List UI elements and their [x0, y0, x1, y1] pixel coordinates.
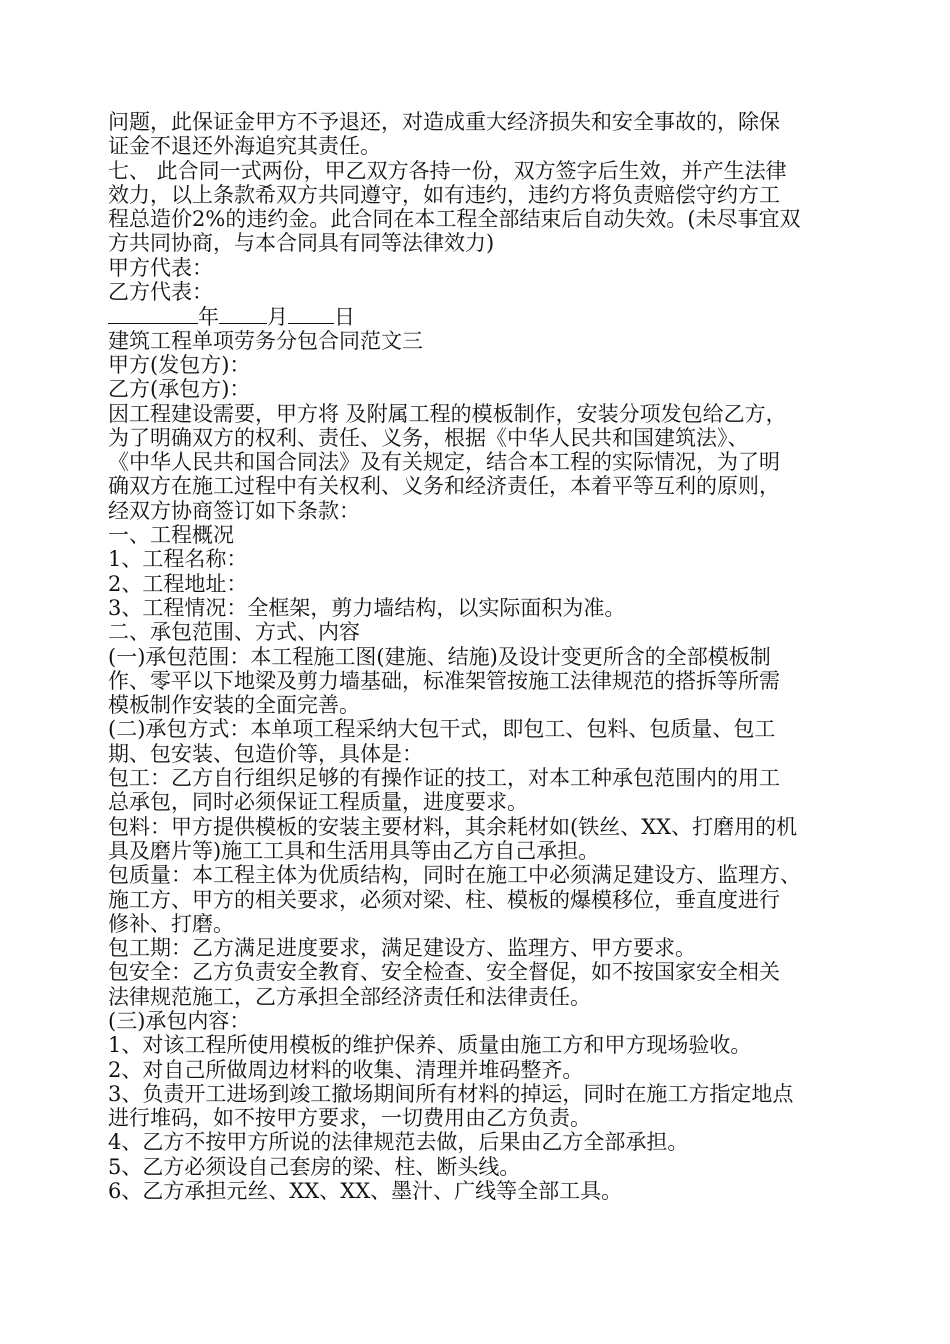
text-line: 效力，以上条款希双方共同遵守，如有违约，违约方将负责赔偿守约方工 [108, 182, 780, 207]
text-line: 模板制作安装的全面完善。 [108, 693, 360, 718]
text-line: 问题，此保证金甲方不予退还，对造成重大经济损失和安全事故的，除保 [108, 110, 780, 134]
text-line: (一)承包范围：本工程施工图(建施、结施)及设计变更所含的全部模板制 [108, 644, 771, 669]
day-blank [288, 304, 334, 324]
text-line: 4、乙方不按甲方所说的法律规范去做，后果由乙方全部承担。 [108, 1130, 689, 1155]
text-line: 为了明确双方的权利、责任、义务，根据《中华人民共和国建筑法》、 [108, 425, 749, 450]
day-label: 日 [334, 305, 355, 330]
text-line: 作、零平以下地梁及剪力墙基础，标准架管按施工法律规范的搭拆等所需 [108, 668, 780, 693]
text-line: 包质量：本工程主体为优质结构，同时在施工中必须满足建设方、监理方、 [108, 863, 801, 888]
text-line: 包工期：乙方满足进度要求，满足建设方、监理方、甲方要求。 [108, 936, 696, 961]
signature-date-line [108, 304, 858, 328]
text-line: 5、乙方必须设自己套房的梁、柱、断头线。 [108, 1154, 521, 1179]
text-line: 乙方(承包方)： [108, 377, 251, 402]
text-line: 甲方(发包方)： [108, 352, 251, 377]
heading-line: 二、承包范围、方式、内容 [108, 620, 360, 645]
text-line: 方共同协商，与本合同具有同等法律效力) [108, 231, 495, 256]
section-title: 建筑工程单项劳务分包合同范文三 [108, 328, 423, 353]
text-line: 修补、打磨。 [108, 911, 234, 936]
text-line: 经双方协商签订如下条款： [108, 498, 360, 523]
text-line: 七、 此合同一式两份，甲乙双方各持一份，双方签字后生效，并产生法律 [108, 158, 787, 183]
text-line: (三)承包内容： [108, 1008, 251, 1033]
month-label: 月 [267, 305, 288, 330]
text-line: 确双方在施工过程中有关权利、义务和经济责任，本着平等互利的原则， [108, 474, 780, 499]
text-line: 6、乙方承担元丝、XX、XX、墨汁、广线等全部工具。 [108, 1179, 623, 1204]
text-line: 证金不退还外海追究其责任。 [108, 134, 381, 159]
text-line: 施工方、甲方的相关要求，必须对梁、柱、模板的爆模移位，垂直度进行 [108, 887, 780, 912]
text-line: 3、工程情况：全框架，剪力墙结构，以实际面积为准。 [108, 595, 626, 620]
text-line: (二)承包方式：本单项工程采纳大包干式，即包工、包料、包质量、包工 [108, 717, 776, 742]
year-blank [108, 304, 198, 324]
text-line: 1、工程名称： [108, 547, 248, 572]
text-line: 2、工程地址： [108, 571, 248, 596]
text-line: 2、对自己所做周边材料的收集、清理并堆码整齐。 [108, 1057, 584, 1082]
text-line: 包工：乙方自行组织足够的有操作证的技工，对本工种承包范围内的用工 [108, 766, 780, 791]
text-line: 包料：甲方提供模板的安装主要材料，其余耗材如(铁丝、XX、打磨用的机 [108, 814, 798, 839]
text-line: 1、对该工程所使用模板的维护保养、质量由施工方和甲方现场验收。 [108, 1033, 752, 1058]
text-line: 期、包安装、包造价等，具体是： [108, 741, 423, 766]
heading-line: 一、工程概况 [108, 523, 234, 548]
text-line: 总承包，同时必须保证工程质量，进度要求。 [108, 790, 528, 815]
document-body [108, 110, 858, 1203]
text-line: 法律规范施工，乙方承担全部经济责任和法律责任。 [108, 984, 591, 1009]
year-label: 年 [198, 305, 219, 330]
text-line: 《中华人民共和国合同法》及有关规定，结合本工程的实际情况，为了明 [108, 450, 780, 475]
text-line: 程总造价2%的违约金。此合同在本工程全部结束后自动失效。(未尽事宜双 [108, 207, 801, 232]
party-a-representative: 甲方代表： [108, 255, 213, 280]
text-line: 具及磨片等)施工工具和生活用具等由乙方自己承担。 [108, 838, 600, 863]
month-blank [219, 304, 267, 324]
text-line: 包安全：乙方负责安全教育、安全检查、安全督促，如不按国家安全相关 [108, 960, 780, 985]
text-line: 因工程建设需要，甲方将 及附属工程的模板制作，安装分项发包给乙方， [108, 401, 787, 426]
party-b-representative: 乙方代表： [108, 280, 213, 305]
text-line: 进行堆码，如不按甲方要求，一切费用由乙方负责。 [108, 1106, 591, 1131]
text-line: 3、负责开工进场到竣工撤场期间所有材料的掉运，同时在施工方指定地点 [108, 1081, 794, 1106]
